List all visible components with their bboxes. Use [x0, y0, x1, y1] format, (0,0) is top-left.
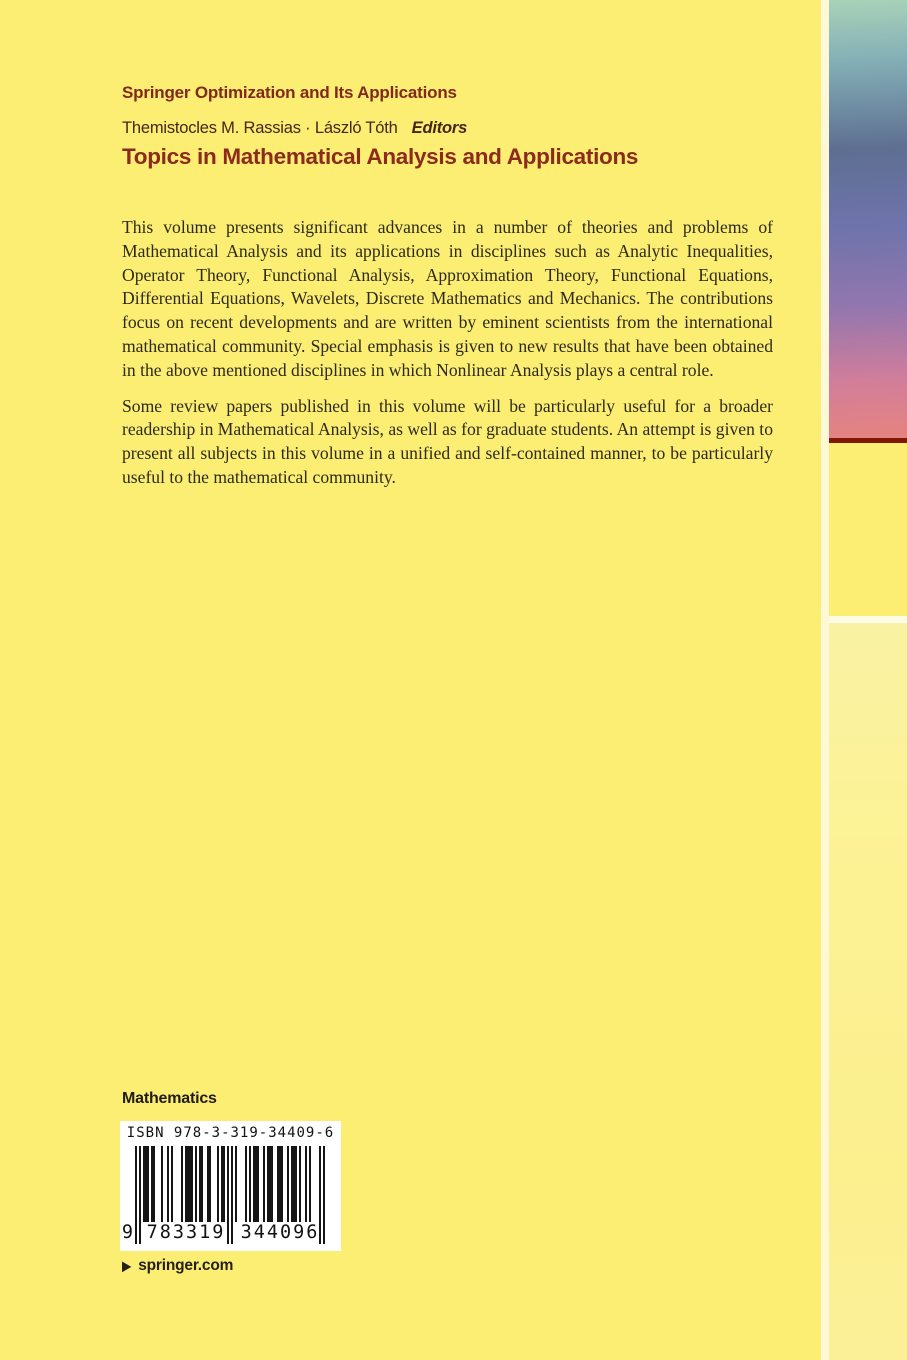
barcode-digits-right: 344096	[240, 1222, 320, 1243]
publisher-website-text: springer.com	[138, 1257, 234, 1274]
barcode-digits-left: 783319	[146, 1222, 226, 1243]
editors-line	[122, 119, 467, 138]
barcode	[122, 1146, 339, 1250]
strip-lower-panel	[829, 623, 907, 1360]
editors-names: Themistocles M. Rassias · László Tóth	[122, 119, 398, 137]
strip-gradient-panel	[829, 0, 907, 438]
subject-category-label: Mathematics	[122, 1090, 217, 1107]
book-title: Topics in Mathematical Analysis and Applications	[122, 144, 639, 169]
isbn-barcode-panel	[120, 1121, 341, 1251]
strip-separator-line	[821, 0, 829, 1360]
blurb-paragraph-1: This volume presents significant advances in a number of theories and problems of Mathematical Analysis and its applications in disciplines such as Analytic Inequalities, Operator Theory, Functional Analysis, Approximation Theory, Functional Equations, Differential Equations, Wavelets, Discrete Mathematics and Mechanics. The contributions focus on recent developments and are written by eminent scientists from the international mathematical community. Special emphasis is given to new results that have been obtained in the above mentioned disciplines in which Nonlinear Analysis plays a central role.	[122, 217, 773, 380]
strip-red-accent-line	[829, 438, 907, 443]
publisher-website-line	[122, 1257, 233, 1275]
blurb-paragraph-2: Some review papers published in this volume will be particularly useful for a broader readership in Mathematical Analysis, as well as for graduate students. An attempt is given to present all subjects in this volume in a unified and self-contained manner, to be particularly useful to the mathematical community.	[122, 395, 773, 487]
barcode-digit-first: 9	[121, 1222, 134, 1243]
back-cover-blurb	[122, 216, 773, 502]
isbn-number-label: ISBN 978-3-319-34409-6	[126, 1125, 335, 1141]
strip-horizontal-divider	[829, 616, 907, 623]
series-title: Springer Optimization and Its Applications	[122, 83, 457, 102]
editors-label: Editors	[411, 119, 468, 137]
springer-arrow-icon: ▶	[122, 1257, 132, 1275]
